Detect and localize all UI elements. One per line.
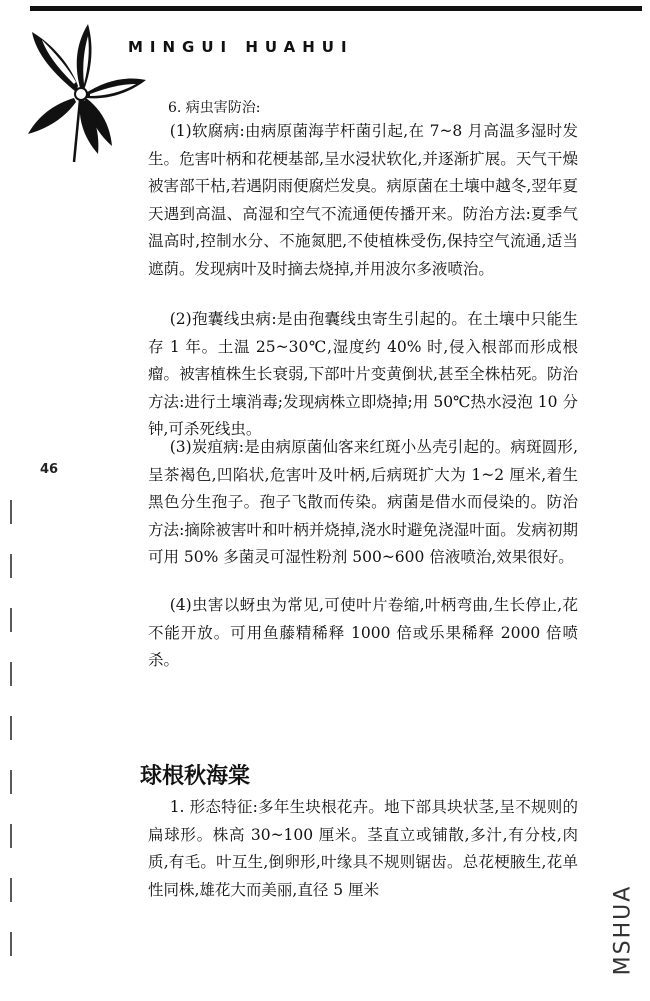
- paragraph-cyst-nematode: (2)孢囊线虫病:是由孢囊线虫寄生引起的。在土壤中只能生存 1 年。土温 25~30℃,湿度约 40% 时,侵入根部而形成根瘤。被害植株生长衰弱,下部叶片变黄倒状,甚至全株枯死。防治方法:进行土壤消毒;发现病株立即烧掉;用 50℃热水浸泡 10 分钟,可杀死线虫。: [148, 310, 578, 438]
- watermark: [598, 870, 648, 990]
- paragraph-soft-rot: (1)软腐病:由病原菌海芋杆菌引起,在 7~8 月高温多湿时发生。危害叶柄和花梗基部,呈水浸状软化,并逐渐扩展。天气干燥被害部干枯,若遇阴雨便腐烂发臭。病原菌在土壤中越冬,翌年夏天遇到高温、高湿和空气不流通便传播开来。防治方法:夏季气温高时,控制水分、不施氮肥,不使植株受伤,保持空气流通,适当遮荫。发现病叶及时摘去烧掉,并用波尔多液喷治。: [148, 122, 578, 278]
- page-number: 46: [40, 462, 59, 477]
- margin-tick-marks: [6, 480, 16, 980]
- flower-emblem-icon: [14, 14, 164, 164]
- paragraph-morphology: 1. 形态特征:多年生块根花卉。地下部具块状茎,呈不规则的扁球形。株高 30~100 厘米。茎直立或铺散,多汁,有分枝,肉质,有毛。叶互生,倒卵形,叶缘具不规则锯齿。总花梗腋生,花单性同株,雄花大而美丽,直径 5 厘米: [148, 798, 578, 899]
- header-rule: [30, 6, 642, 11]
- running-title: MINGUI HUAHUI: [128, 38, 354, 56]
- watermark-text: MSHUA: [610, 884, 636, 976]
- article-title: 球根秋海棠: [140, 764, 251, 789]
- paragraph-pests: (4)虫害以蚜虫为常见,可使叶片卷缩,叶柄弯曲,生长停止,花不能开放。可用鱼藤精稀释 1000 倍或乐果稀释 2000 倍喷杀。: [148, 596, 578, 669]
- section-heading: 6. 病虫害防治:: [168, 100, 261, 116]
- paragraph-anthracnose: (3)炭疽病:是由病原菌仙客来红斑小丛壳引起的。病斑圆形,呈茶褐色,凹陷状,危害叶及叶柄,后病斑扩大为 1~2 厘米,着生黑色分生孢子。孢子飞散而传染。病菌是借水而侵染的。防治方法:摘除被害叶和叶柄并烧掉,浇水时避免浇湿叶面。发病初期可用 50% 多菌灵可湿性粉剂 500~600 倍液喷治,效果很好。: [148, 438, 578, 566]
